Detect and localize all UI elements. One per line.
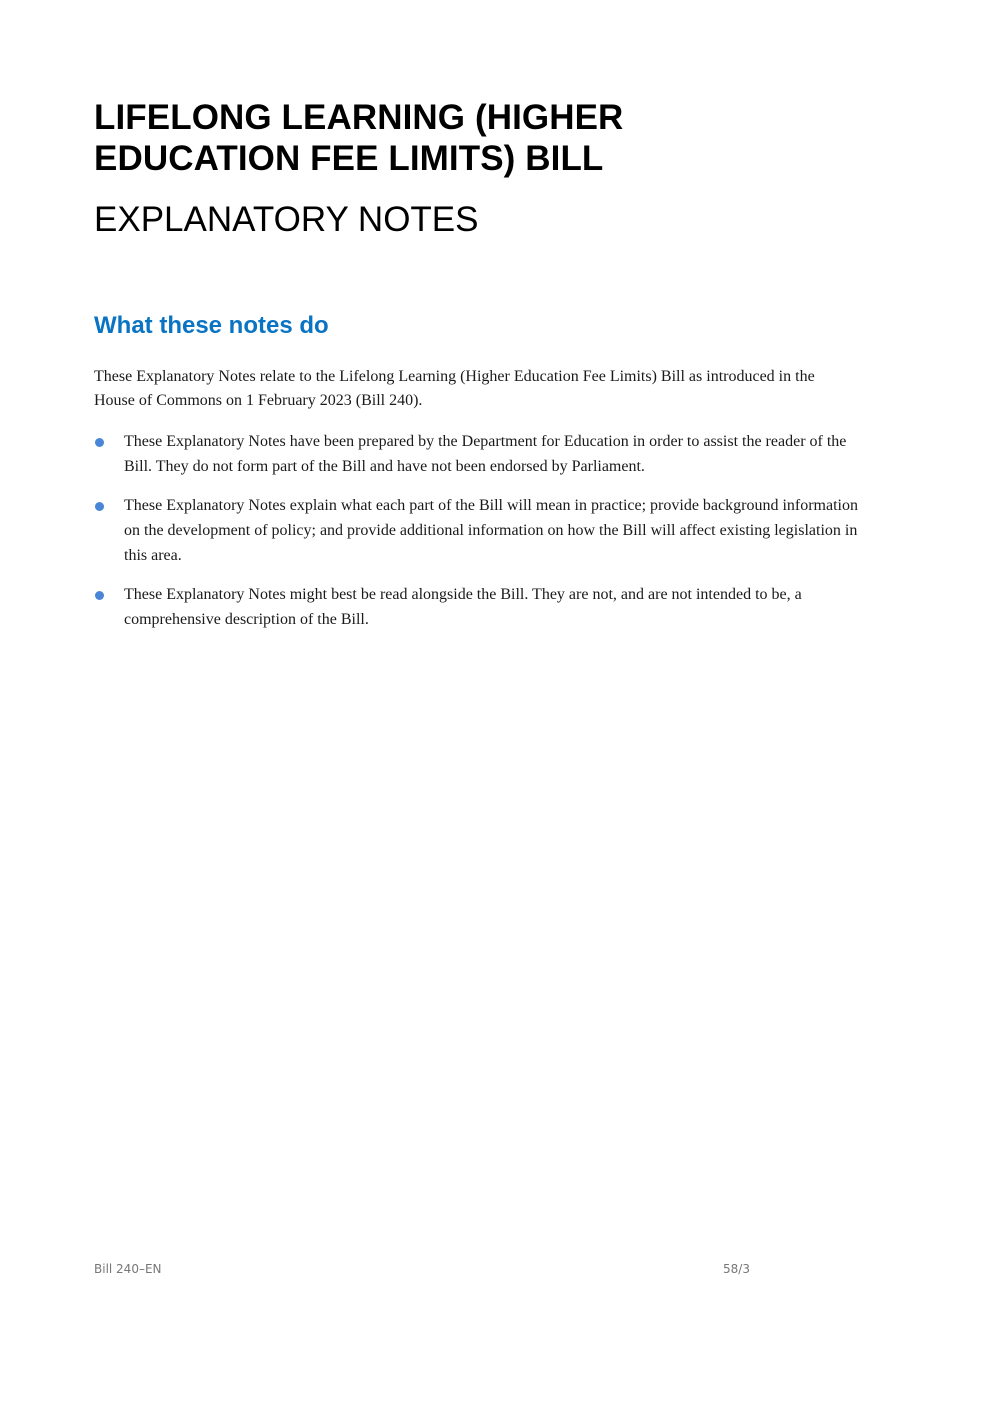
bullet-text: These Explanatory Notes might best be read alongside the Bill. They are not, and are not intended to be, a comprehensive description of the Bill. — [124, 586, 802, 628]
bullet-text: These Explanatory Notes have been prepared by the Department for Education in order to assist the reader of the Bill. They do not form part of the Bill and have not been endorsed by Parliament. — [124, 433, 847, 475]
bullet-item — [94, 582, 864, 632]
bullet-dot-icon — [95, 591, 104, 600]
title-line-2: EDUCATION FEE LIMITS) BILL — [94, 139, 604, 178]
section-heading: What these notes do — [94, 312, 329, 339]
bullet-text: These Explanatory Notes explain what each part of the Bill will mean in practice; provide background information on the development of policy; and provide additional information on how the Bill will affect existing legislation in this area. — [124, 497, 858, 564]
bullet-list — [94, 429, 864, 646]
document-title — [94, 97, 623, 179]
bullet-dot-icon — [95, 502, 104, 511]
footer-bill-reference: Bill 240–EN — [94, 1262, 162, 1276]
bullet-dot-icon — [95, 438, 104, 447]
intro-paragraph: These Explanatory Notes relate to the Lifelong Learning (Higher Education Fee Limits) Bill as introduced in the House of Commons on 1 February 2023 (Bill 240). — [94, 368, 815, 409]
title-line-1: LIFELONG LEARNING (HIGHER — [94, 98, 624, 137]
document-subtitle: EXPLANATORY NOTES — [94, 200, 479, 239]
bullet-item — [94, 429, 864, 479]
bullet-item — [94, 493, 864, 568]
footer-page-code: 58/3 — [723, 1262, 750, 1276]
